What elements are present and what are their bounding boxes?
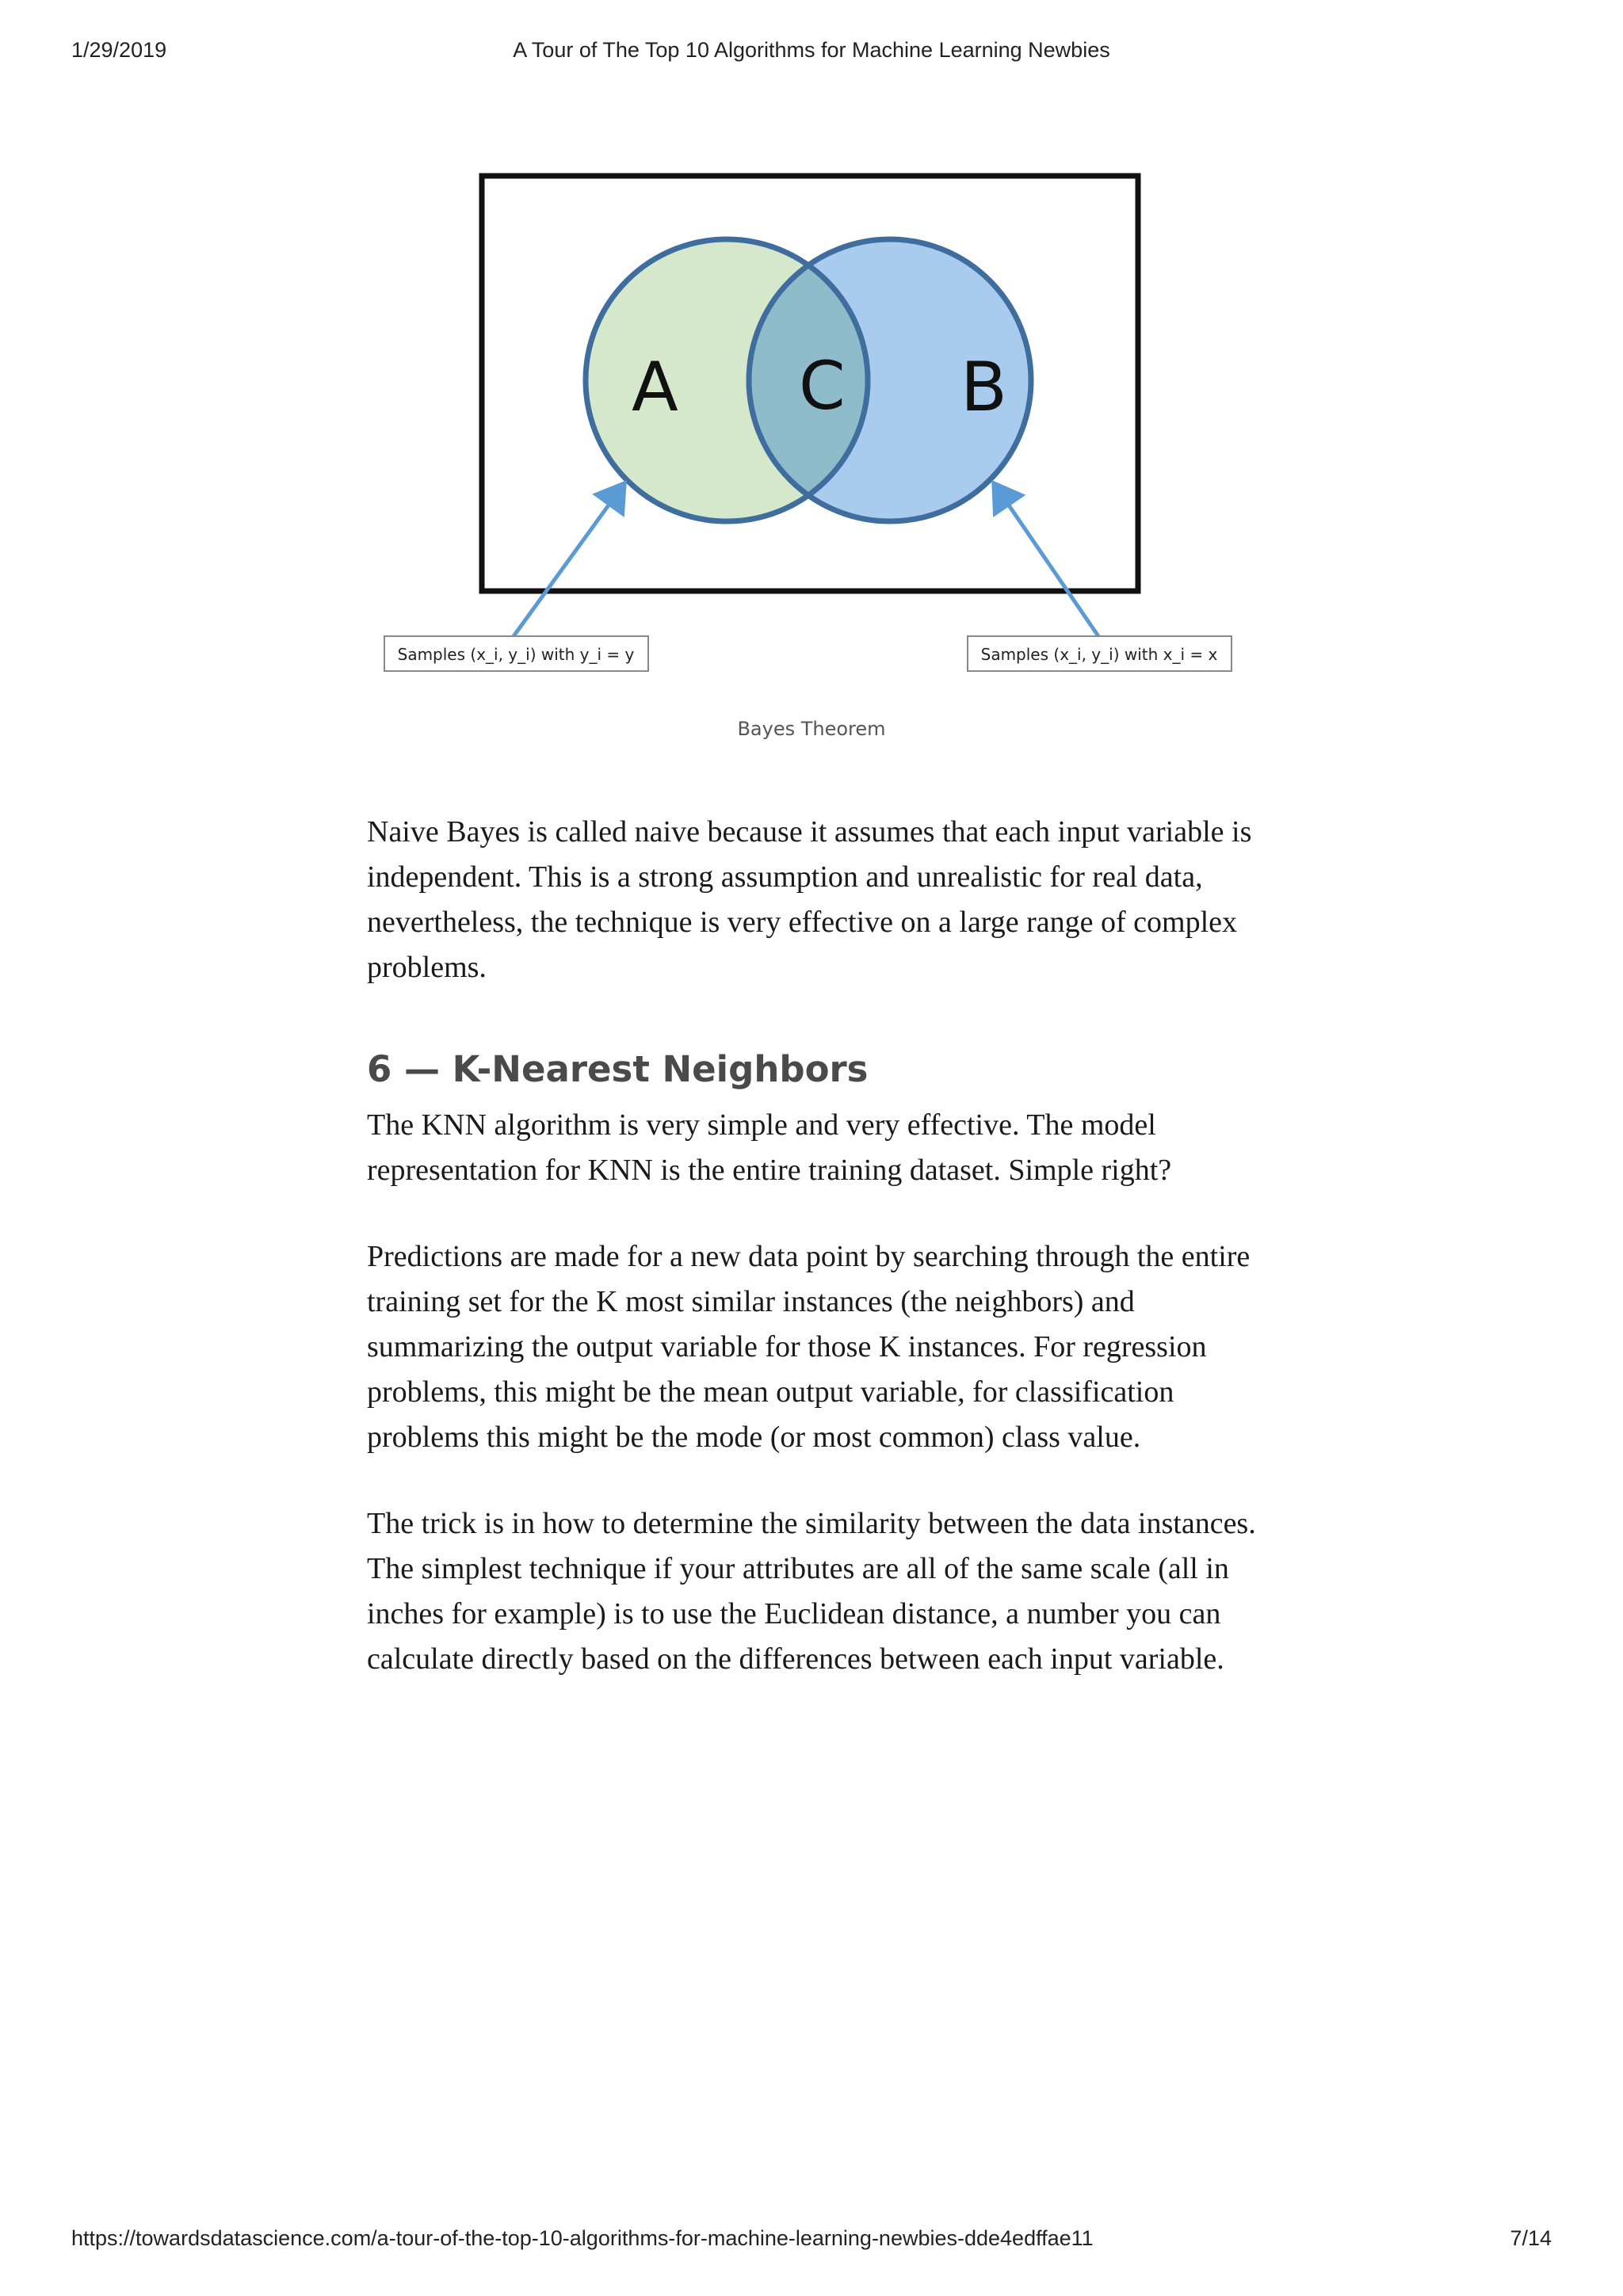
figure-caption: Bayes Theorem bbox=[737, 718, 886, 740]
sample-label-left: Samples (x_i, y_i) with y_i = y bbox=[397, 645, 635, 664]
page-number: 7/14 bbox=[1510, 2226, 1552, 2250]
knn-paragraph-2: Predictions are made for a new data point by searching through the entire training set for the K most similar instances (the neighbors) and summarizing the output variable for those K instances. For regression problems, this might be the mean output variable, for classification problems this might be the mode (or most common) class value. bbox=[367, 1240, 1251, 1454]
label-a: A bbox=[632, 348, 678, 427]
print-title: A Tour of The Top 10 Algorithms for Machine Learning Newbies bbox=[513, 38, 1110, 62]
label-c: C bbox=[799, 347, 846, 425]
print-footer bbox=[0, 2226, 1623, 2258]
print-url: https://towardsdatascience.com/a-tour-of-the-top-10-algorithms-for-machine-learning-newbies-dde4edffae11 bbox=[71, 2226, 1094, 2250]
section-heading: 6 — K-Nearest Neighbors bbox=[367, 1048, 869, 1090]
knn-paragraph-1: The KNN algorithm is very simple and very effective. The model representation for KNN is the entire training dataset. Simple right? bbox=[367, 1108, 1172, 1187]
intro-paragraph: Naive Bayes is called naive because it assumes that each input variable is independent. This is a strong assumption and unrealistic for real data, nevertheless, the technique is very effective on a large range of complex problems. bbox=[367, 815, 1252, 984]
sample-label-right: Samples (x_i, y_i) with x_i = x bbox=[980, 645, 1218, 664]
print-date: 1/29/2019 bbox=[71, 38, 167, 62]
label-b: B bbox=[960, 348, 1007, 427]
article-body bbox=[367, 810, 1262, 1682]
print-header bbox=[0, 38, 1623, 70]
knn-paragraph-3: The trick is in how to determine the similarity between the data instances. The simplest technique if your attributes are all of the same scale (all in inches for example) is to use the Euclidean distance, a number you can calculate directly based on the differences between each input variable. bbox=[367, 1507, 1256, 1676]
bayes-venn-figure bbox=[365, 158, 1252, 697]
